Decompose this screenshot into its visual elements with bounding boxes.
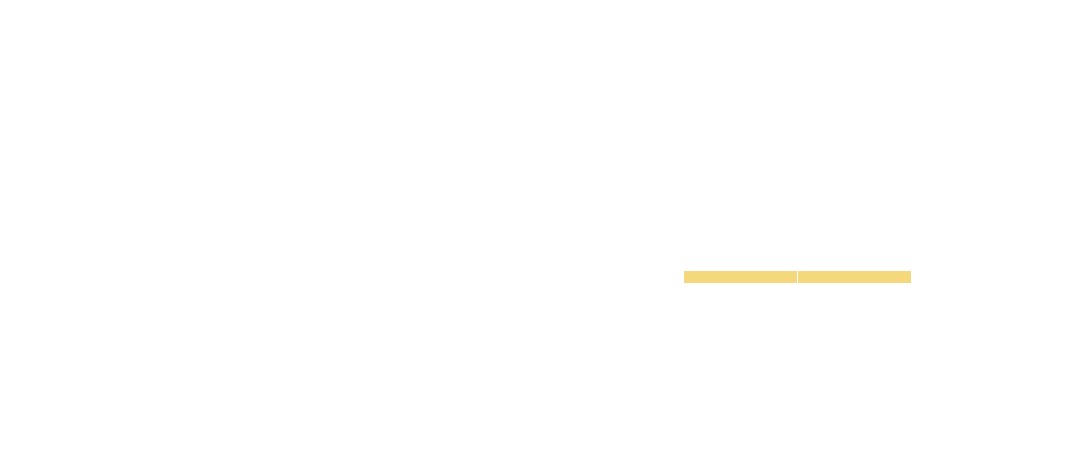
highlight-bar xyxy=(684,271,911,283)
highlight-segment-right xyxy=(798,271,911,283)
highlight-segment-left xyxy=(684,271,797,283)
